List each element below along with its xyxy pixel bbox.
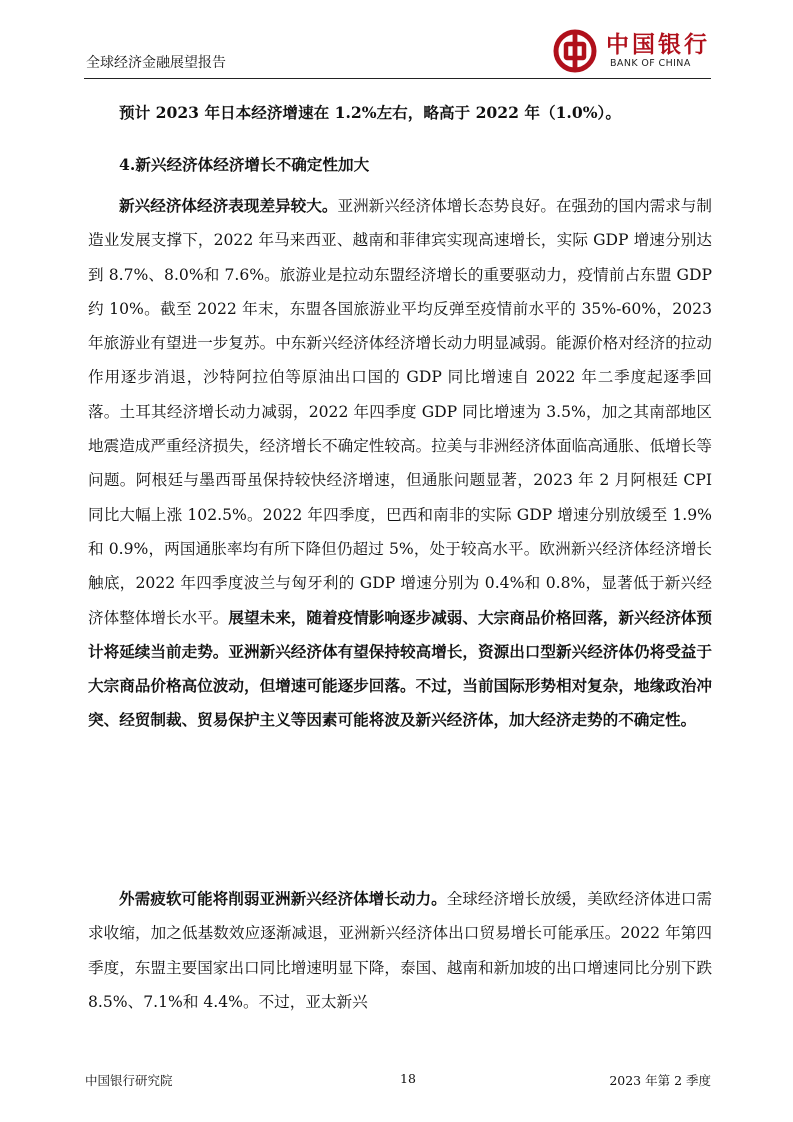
logo-english-name: BANK OF CHINA xyxy=(610,58,691,69)
header-divider xyxy=(84,78,711,79)
bank-logo xyxy=(553,26,713,74)
paragraph-lead-sentence: 新兴经济体经济表现差异较大。 xyxy=(119,196,338,215)
logo-chinese-name: 中国银行 xyxy=(606,31,710,58)
paragraph-lead-sentence: 外需疲软可能将削弱亚洲新兴经济体增长动力。 xyxy=(119,889,447,908)
footer-quarter: 2023 年第 2 季度 xyxy=(609,1073,711,1088)
paragraph-external-demand xyxy=(88,882,712,1019)
page-number: 18 xyxy=(400,1071,416,1086)
report-title: 全球经济金融展望报告 xyxy=(86,55,226,71)
paragraph-body-text: 亚洲新兴经济体增长态势良好。在强劲的国内需求与制造业发展支撑下，2022 年马来西亚、越南和菲律宾实现高速增长，实际 GDP 增速分别达到 8.7%、8.0%和 7.6%。旅游业是拉动东盟经济增长的重要驱动力，疫情前占东盟 GDP 约 10%。截至 2022 年末，东盟各国旅游业平均反弹至疫情前水平的 35%-60%，2023 年旅游业有望进一步复苏。中东新兴经济体经济增长动力明显减弱。能源价格对经济的拉动作用逐步消退，沙特阿拉伯等原油出口国的 GDP 同比增速自 2022 年二季度起逐季回落。土耳其经济增长动力减弱，2022 年四季度 GDP 同比增速为 3.5%，加之其南部地区地震造成严重经济损失，经济增长不确定性较高。拉美与非洲经济体面临高通胀、低增长等问题。阿根廷与墨西哥虽保持较快经济增速，但通胀问题显著，2023 年 2 月阿根廷 CPI 同比大幅上涨 102.5%。2022 年四季度，巴西和南非的实际 GDP 增速分别放缓至 1.9%和 0.9%，两国通胀率均有所下降但仍超过 5%，处于较高水平。欧洲新兴经济体经济增长触底，2022 年四季度波兰与匈牙利的 GDP 增速分别为 0.4%和 0.8%，显著低于新兴经济体整体增长水平。 xyxy=(88,197,712,627)
bank-of-china-emblem-icon xyxy=(553,29,597,73)
paragraph-japan-forecast: 预计 2023 年日本经济增速在 1.2%左右，略高于 2022 年（1.0%）。 xyxy=(119,103,621,122)
paragraph-outlook-text: 展望未来，随着疫情影响逐步减弱、大宗商品价格回落，新兴经济体预计将延续当前走势。亚洲新兴经济体有望保持较高增长，资源出口型新兴经济体仍将受益于大宗商品价格高位波动，但增速可能逐步回落。不过，当前国际形势相对复杂，地缘政治冲突、经贸制裁、贸易保护主义等因素可能将波及新兴经济体，加大经济走势的不确定性。 xyxy=(88,607,712,730)
section-heading: 4.新兴经济体经济增长不确定性加大 xyxy=(119,155,370,174)
paragraph-body-text: 全球经济增长放缓，美欧经济体进口需求收缩，加之低基数效应逐渐减退，亚洲新兴经济体出口贸易增长可能承压。2022 年第四季度，东盟主要国家出口同比增速明显下降，泰国、越南和新加坡的出口增速同比分别下跌 8.5%、7.1%和 4.4%。不过，亚太新兴 xyxy=(88,890,712,1011)
paragraph-emerging-economies xyxy=(88,189,712,738)
footer-institute: 中国银行研究院 xyxy=(85,1073,173,1088)
